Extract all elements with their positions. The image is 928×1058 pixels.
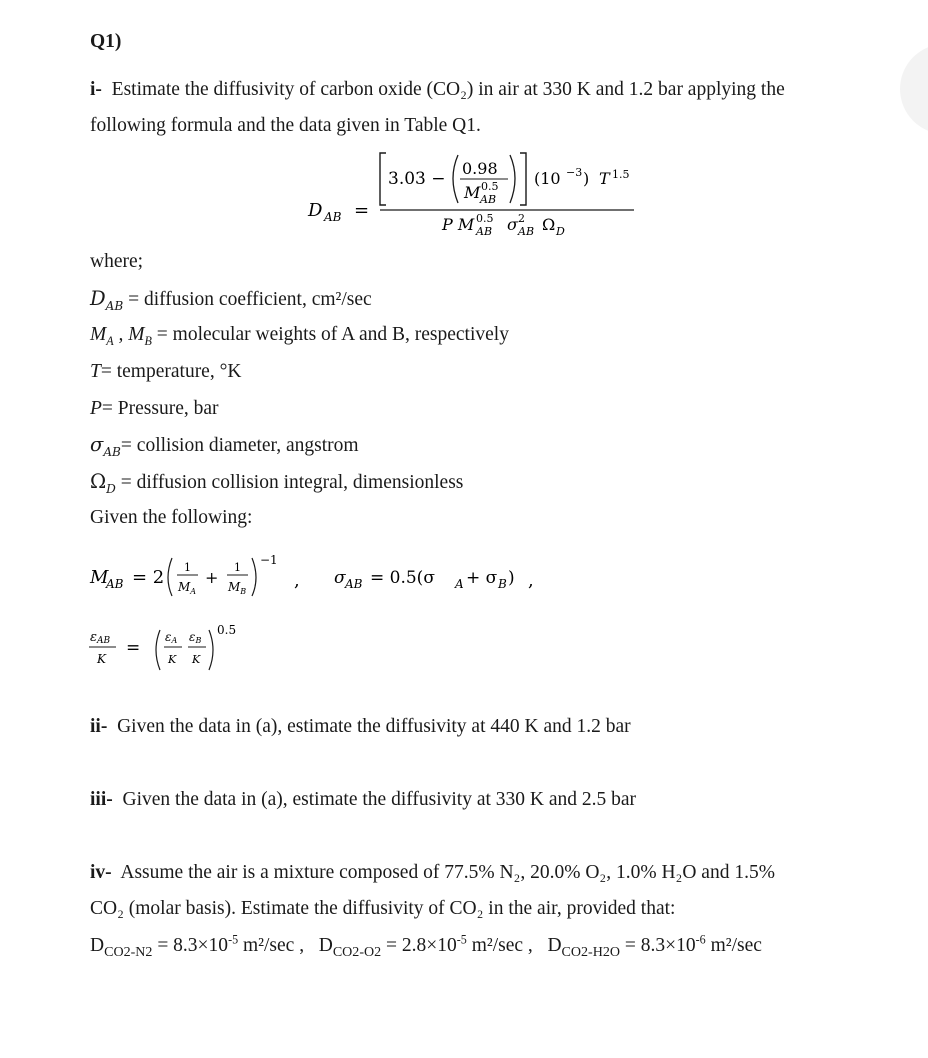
right-bracket — [520, 153, 526, 205]
mab-paren-right — [252, 558, 256, 596]
given-plus: + σ — [466, 568, 498, 588]
part-i-line-1 — [90, 78, 785, 102]
part-iii-marker: iii- — [90, 789, 113, 810]
left-bracket — [380, 153, 386, 205]
eps-ab-k: K — [97, 652, 106, 666]
diffusivity-formula — [300, 148, 640, 248]
eps-ab: εAB — [90, 630, 111, 646]
eps-paren-right — [209, 630, 213, 670]
given-sigma-b-sub: B — [498, 577, 507, 591]
part-iv-line-2: CO₂ (molar basis). Estimate the diffusivity of CO₂ in the air, provided that: — [90, 898, 676, 919]
d3-unit: m²/sec — [710, 935, 762, 956]
def-d-symbol: $D_{AB}$ — [90, 287, 124, 313]
def-sigma — [90, 433, 359, 458]
d1-unit: m²/sec , — [243, 935, 305, 956]
def-d-text: = diffusion coefficient, cm²/sec — [128, 289, 372, 310]
inner-paren-right — [510, 155, 515, 203]
formula-bottom-sub: AB — [476, 225, 493, 238]
def-m — [90, 323, 509, 347]
def-d — [90, 287, 372, 312]
def-p-text: = Pressure, bar — [101, 398, 219, 419]
def-t-text: = temperature, °K — [100, 361, 242, 382]
def-p-symbol: P — [90, 398, 102, 419]
d2-unit: m²/sec , — [471, 935, 533, 956]
formula-bottom: P M — [442, 215, 475, 234]
def-m-symbol: $M_A$ , $M_B$ — [90, 324, 152, 348]
eps-a: εA — [165, 630, 178, 645]
eps-b: εB — [189, 630, 202, 645]
given-comma-1: , — [294, 570, 300, 591]
formula-bottom-sup: 0.5 — [476, 212, 494, 225]
given-mab-sub: AB — [106, 577, 124, 591]
eps-b-k: K — [192, 653, 201, 666]
d2-sub: CO2-O2 — [332, 943, 382, 960]
d3-label: D — [547, 935, 562, 956]
given-mab-exp: −1 — [260, 553, 278, 567]
formula-sigma-sub: AB — [518, 225, 535, 238]
part-iv-marker: iv- — [90, 862, 112, 883]
def-t — [90, 360, 241, 384]
formula-factor: (10 — [534, 169, 561, 188]
formula-omega-sub: D — [556, 225, 565, 238]
formula-omega: Ω — [542, 215, 556, 234]
formula-sigma-sup: 2 — [518, 212, 525, 225]
mab-ma: $M_A$ — [178, 580, 197, 596]
formula-lhs-sub: AB — [324, 210, 342, 224]
formula-const1: 3.03 − — [388, 169, 446, 189]
given-sigma-ab: σ — [334, 568, 346, 588]
d3-sub: CO2-H2O — [561, 943, 620, 960]
given-label: Given the following: — [90, 507, 253, 528]
given-mab: M — [90, 567, 109, 588]
def-omega-symbol: $\Omega_D$ — [90, 470, 116, 496]
mab-mb: $M_B$ — [228, 580, 247, 596]
formula-const2: 0.98 — [462, 159, 498, 178]
def-omega-text: = diffusion collision integral, dimensionless — [120, 472, 464, 493]
part-ii — [90, 715, 631, 739]
formula-factor-end: ) — [583, 169, 590, 188]
part-ii-text: Given the data in (a), estimate the diffusivity at 440 K and 1.2 bar — [117, 716, 631, 737]
d1-val: = 8.3×10 — [157, 935, 229, 956]
mab-plus: + — [205, 568, 219, 587]
page-edge-shadow — [900, 44, 928, 134]
d3-val: = 8.3×10 — [624, 935, 696, 956]
where-label: where; — [90, 251, 144, 272]
def-omega — [90, 470, 463, 495]
part-iv-line-3 — [90, 934, 762, 958]
formula-den-m-sup: 0.5 — [481, 180, 499, 193]
def-sigma-text: = collision diameter, angstrom — [120, 435, 359, 456]
formula-t-sup: 1.5 — [612, 168, 630, 181]
mab-paren-left — [168, 558, 172, 596]
mab-one-a: 1 — [184, 561, 191, 574]
part-i-marker: i- — [90, 79, 102, 100]
eps-equals: = — [126, 638, 141, 658]
given-sigma-ab-sub: AB — [345, 577, 363, 591]
d2-exp: -5 — [456, 932, 467, 947]
part-ii-marker: ii- — [90, 716, 108, 737]
eps-paren-left — [156, 630, 160, 670]
question-label: Q1) — [90, 31, 122, 52]
d1-label: D — [90, 935, 105, 956]
eps-exp: 0.5 — [217, 623, 237, 637]
given-sigma-a-sub: A — [455, 577, 464, 591]
formula-den-m-sub: AB — [480, 193, 497, 206]
part-i-line-2: following formula and the data given in Table Q1. — [90, 115, 481, 136]
def-sigma-symbol: $\sigma_{AB}$ — [90, 433, 121, 459]
given-close: ) — [508, 568, 515, 588]
formula-equals: = — [354, 200, 370, 221]
d1-exp: -5 — [228, 932, 239, 947]
d2-val: = 2.8×10 — [386, 935, 457, 956]
d1-sub: CO2-N2 — [104, 943, 153, 960]
given-sigma-rhs: = 0.5(σ — [370, 568, 435, 588]
part-iii-text: Given the data in (a), estimate the diffusivity at 330 K and 2.5 bar — [122, 789, 637, 810]
def-p — [90, 397, 219, 421]
given-mab-eq: = 2 — [132, 567, 165, 588]
formula-lhs: D — [308, 200, 323, 221]
d3-exp: -6 — [695, 932, 706, 947]
formula-factor-sup: −3 — [566, 166, 583, 179]
part-iv-line-1 — [90, 861, 775, 885]
part-iv-text-1: Assume the air is a mixture composed of 77.5% N₂, 20.0% O₂, 1.0% H₂O and 1.5% — [120, 862, 775, 883]
formula-den-m: M — [464, 183, 481, 202]
inner-paren-left — [453, 155, 458, 203]
d2-label: D — [318, 935, 333, 956]
given-formulas — [86, 548, 566, 678]
part-iii — [90, 788, 636, 812]
given-comma-2: , — [528, 570, 534, 591]
def-t-symbol: T — [90, 361, 101, 382]
part-i-text-1: Estimate the diffusivity of carbon oxide (CO₂) in air at 330 K and 1.2 bar applying the — [111, 79, 785, 100]
formula-t: T — [599, 169, 610, 188]
formula-sigma: σ — [507, 215, 518, 234]
mab-one-b: 1 — [234, 561, 241, 574]
eps-a-k: K — [168, 653, 177, 666]
def-m-text: = molecular weights of A and B, respectively — [156, 324, 509, 345]
